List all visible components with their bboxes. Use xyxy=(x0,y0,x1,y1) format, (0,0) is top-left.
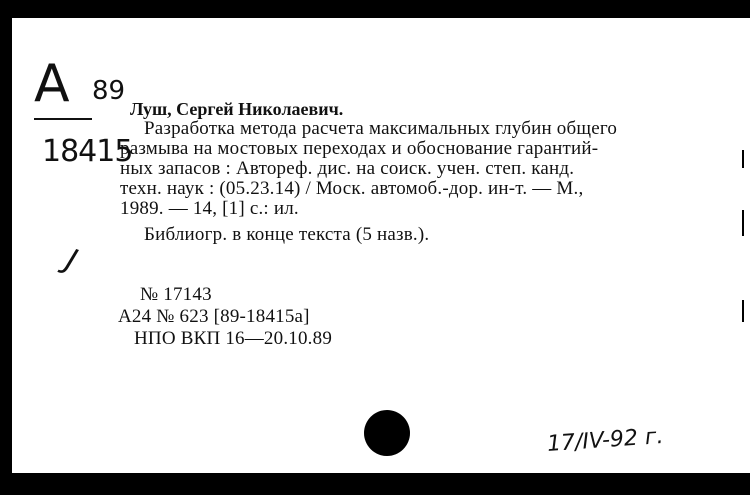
description-line: техн. наук : (05.23.14) / Моск. автомоб.-дор. ин-т. — М., xyxy=(120,178,584,199)
shelf-letter: А xyxy=(34,54,68,114)
description-line: Разработка метода расчета максимальных глубин общего xyxy=(144,118,618,139)
edge-mark xyxy=(742,210,744,236)
shelf-code: 89 xyxy=(92,76,126,106)
edge-mark xyxy=(742,300,744,322)
shelf-mark-underline xyxy=(34,118,92,120)
description-line: 1989. — 14, [1] с.: ил. xyxy=(120,198,299,219)
handwritten-date-stamp: 17/IV-92 г. xyxy=(546,423,665,458)
bibliography-note: Библиогр. в конце текста (5 назв.). xyxy=(144,224,430,245)
reference-code: А24 № 623 [89-18415а] xyxy=(118,306,310,327)
library-catalog-card xyxy=(12,18,750,473)
author-name: Луш, Сергей Николаевич. xyxy=(130,99,344,119)
edge-mark xyxy=(742,150,744,168)
record-number: № 17143 xyxy=(140,284,212,305)
registry-date: НПО ВКП 16—20.10.89 xyxy=(134,328,333,349)
card-punch-hole xyxy=(364,410,410,456)
scan-bottom-edge xyxy=(0,473,750,495)
handwritten-check-mark: J xyxy=(61,242,82,279)
description-line: ных запасов : Автореф. дис. на соиск. учен. степ. канд. xyxy=(120,158,575,179)
description-line: размыва на мостовых переходах и обоснование гарантий- xyxy=(120,138,599,159)
shelf-number: 18415 xyxy=(42,134,133,169)
